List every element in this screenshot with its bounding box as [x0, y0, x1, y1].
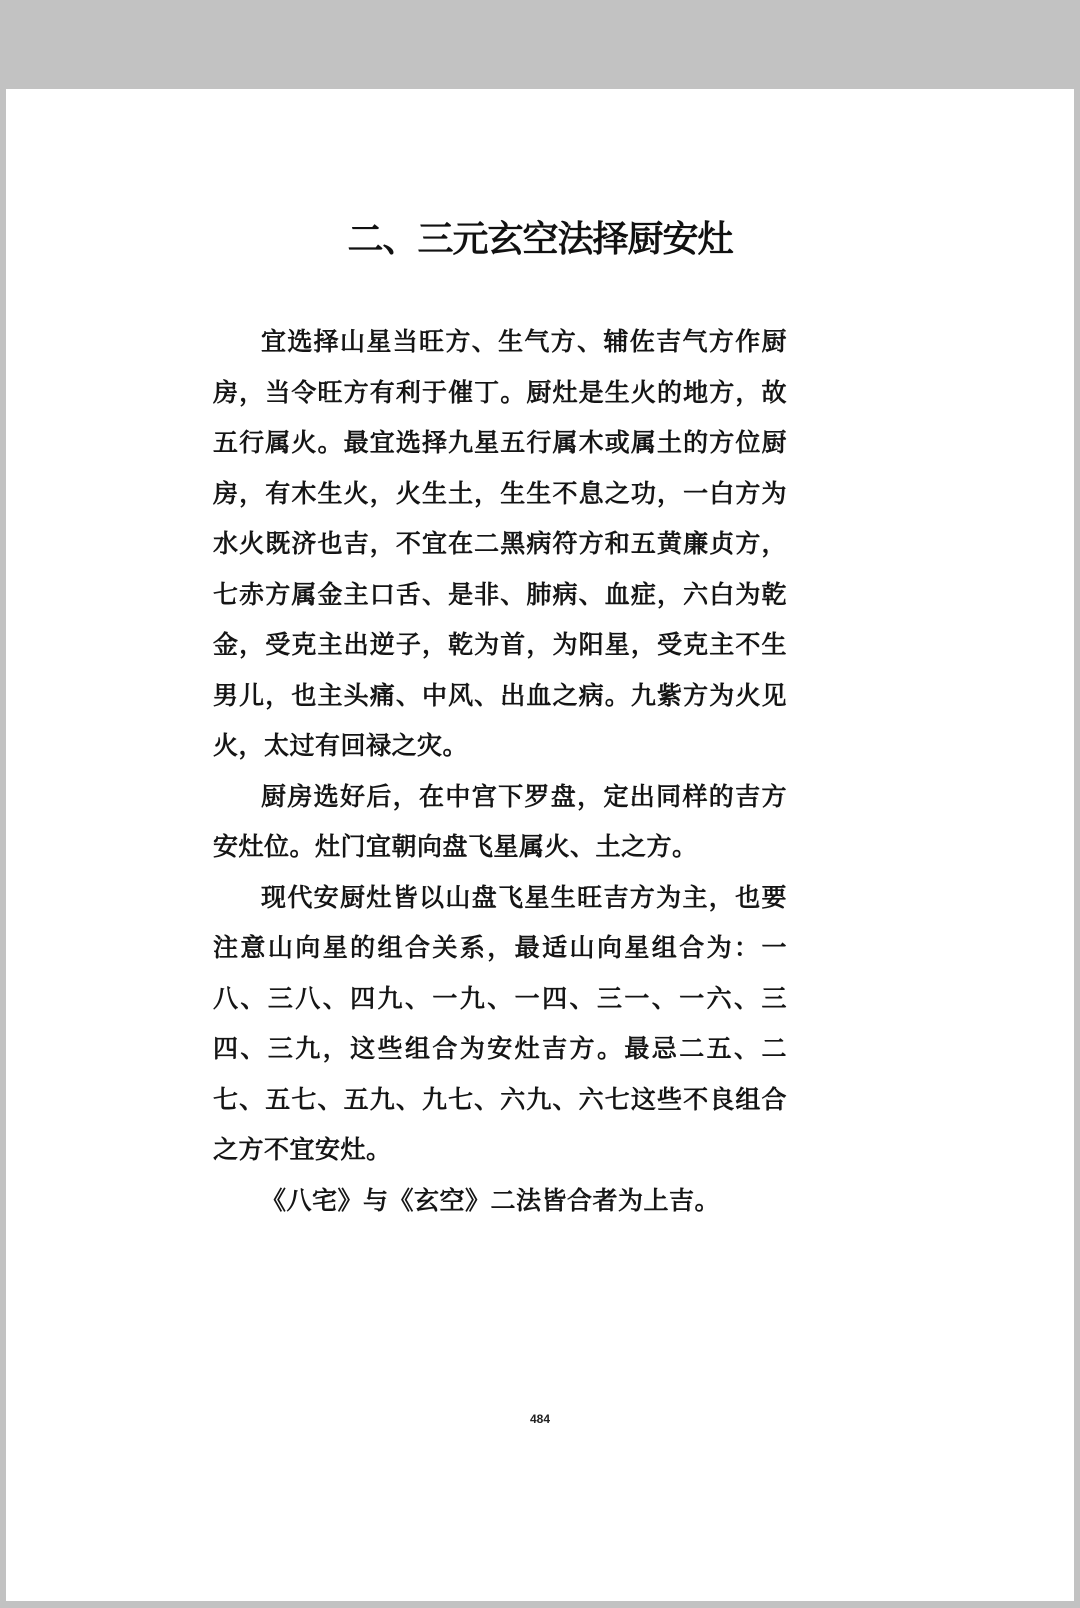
paragraph-3: 现代安厨灶皆以山盘飞星生旺吉方为主，也要注意山向星的组合关系，最适山向星组合为：一八、三八、四九、一九、一四、三一、一六、三四、三九，这些组合为安灶吉方。最忌二五、二七、五七、五九、九七、六九、六七这些不良组合之方不宜安灶。 [213, 882, 787, 1164]
page-number: 484 [529, 1412, 551, 1426]
paragraph-1: 宜选择山星当旺方、生气方、辅佐吉气方作厨房，当令旺方有利于催丁。厨灶是生火的地方，故五行属火。最宜选择九星五行属木或属土的方位厨房，有木生火，火生土，生生不息之功，一白方为水火既济也吉，不宜在二黑病符方和五黄廉贞方，七赤方属金主口舌、是非、肺病、血症，六白为乾金，受克主出逆子，乾为首，为阳星，受克主不生男儿，也主头痛、中风、出血之病。九紫方为火见火，太过有回禄之灾。 [213, 327, 787, 760]
paragraph-2: 厨房选好后，在中宫下罗盘，定出同样的吉方安灶位。灶门宜朝向盘飞星属火、土之方。 [213, 781, 787, 861]
paragraph-4: 《八宅》与《玄空》二法皆合者为上吉。 [261, 1185, 721, 1215]
body-text [213, 317, 787, 1226]
document-page [6, 89, 1074, 1601]
page-title: 二、三元玄空法择厨安灶 [347, 219, 733, 260]
